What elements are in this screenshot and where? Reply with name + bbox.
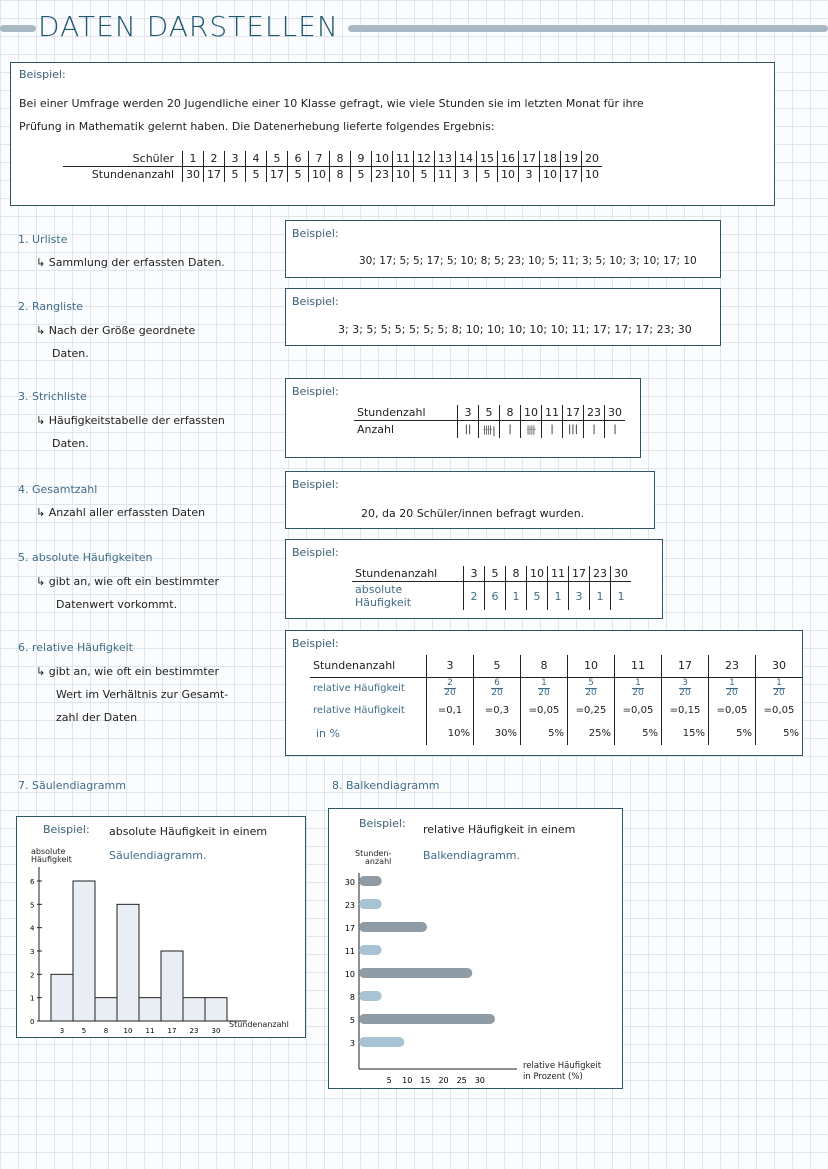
rel-row-label-percent: in % (316, 726, 340, 740)
rel-decimal-cell: =0,25 (568, 699, 615, 721)
y-tick-label: 5 (349, 1016, 355, 1025)
hours-cell: 5 (246, 167, 267, 183)
tally-mark-cell: || (458, 421, 479, 439)
column-bar (161, 951, 183, 1021)
rel-percent-cell: 25% (568, 721, 615, 745)
relative-frequency-table (310, 655, 802, 745)
rel-row-label-fraction: relative Häufigkeit (313, 682, 405, 694)
x-tick-label: 8 (103, 1027, 109, 1035)
student-cell: 16 (498, 151, 519, 167)
section-6-example-box (285, 630, 803, 756)
y-tick-label: 3 (349, 1039, 355, 1048)
abs-freq-cell: 3 (569, 582, 590, 611)
abs-value-cell: 23 (590, 566, 611, 582)
student-cell: 19 (561, 151, 582, 167)
student-cell: 6 (288, 151, 309, 167)
title-bar-right (348, 25, 828, 32)
fraction (773, 679, 784, 698)
fraction-numerator: 3 (679, 679, 690, 689)
section-5-example-box (285, 539, 663, 619)
student-cell: 12 (414, 151, 435, 167)
rel-percent-cell: 15% (662, 721, 709, 745)
abs-freq-cell: 1 (548, 582, 569, 611)
student-cell: 20 (582, 151, 603, 167)
row-label-hours: Stundenanzahl (91, 168, 174, 181)
hours-cell: 10 (309, 167, 330, 183)
x-tick-label: 30 (211, 1027, 221, 1035)
tally-mark-cell: 卌| (479, 421, 500, 439)
student-cell: 10 (372, 151, 393, 167)
fraction (444, 679, 455, 698)
tally-row-label-count: Anzahl (357, 423, 395, 436)
x-tick-label: 17 (167, 1027, 177, 1035)
rel-value-cell: 17 (662, 655, 709, 677)
x-tick-label: 5 (386, 1076, 392, 1085)
abs-value-cell: 5 (485, 566, 506, 582)
section-2-desc1: ↳ Nach der Größe geordnete (36, 324, 196, 337)
section-8-example-text2: Balkendiagramm. (423, 849, 521, 862)
abs-row-label-freq: absolute Häufigkeit (355, 583, 412, 609)
section-6-desc2: Wert im Verhältnis zur Gesamt- (56, 688, 229, 701)
section-1-example-box (285, 220, 721, 278)
hours-cell: 5 (351, 167, 372, 183)
fraction (538, 679, 549, 698)
column-chart-ylabel1: absolute (31, 847, 66, 856)
tally-value-cell: 10 (521, 405, 542, 421)
column-chart-ylabel2: Häufigkeit (31, 855, 72, 864)
tally-mark-cell: | (584, 421, 605, 439)
student-cell: 1 (183, 151, 204, 167)
fraction-numerator: 1 (726, 679, 737, 689)
hours-cell: 17 (204, 167, 225, 183)
tally-value-cell: 17 (563, 405, 584, 421)
hours-cell: 5 (225, 167, 246, 183)
intro-example-label: Beispiel: (19, 68, 66, 81)
horizontal-bar (359, 968, 472, 978)
x-tick-label: 20 (438, 1076, 449, 1085)
tally-mark-cell: | (500, 421, 521, 439)
section-7-example-box (16, 816, 306, 1038)
rel-decimal-cell: =0,15 (662, 699, 709, 721)
y-tick-label: 11 (344, 947, 355, 956)
section-5-example-label: Beispiel: (292, 546, 339, 559)
rel-fraction-cell (756, 677, 803, 699)
absolute-frequency-table (352, 566, 631, 610)
rel-fraction-cell (662, 677, 709, 699)
rel-fraction-cell (474, 677, 521, 699)
section-1-title: 1. Urliste (18, 233, 68, 246)
fraction-denominator: 20 (491, 687, 503, 698)
fraction (679, 679, 690, 698)
rel-percent-cell: 10% (427, 721, 474, 745)
row-label-students: Schüler (63, 151, 183, 167)
horizontal-bar (359, 899, 382, 909)
section-5-title: 5. absolute Häufigkeiten (18, 551, 153, 564)
tally-row-label-hours: Stundenzahl (354, 405, 458, 421)
y-tick-label: 4 (30, 924, 35, 933)
title-bar-left (0, 25, 36, 32)
fraction-denominator: 20 (773, 687, 785, 698)
section-7-example-text2: Säulendiagramm. (109, 849, 207, 862)
abs-freq-cell: 2 (464, 582, 485, 611)
tally-value-cell: 30 (605, 405, 626, 421)
abs-freq-cell: 1 (506, 582, 527, 611)
rel-value-cell: 3 (427, 655, 474, 677)
x-tick-label: 23 (189, 1027, 199, 1035)
column-bar (51, 974, 73, 1021)
fraction-numerator: 1 (538, 679, 549, 689)
column-bar (95, 998, 117, 1021)
abs-freq-cell: 5 (527, 582, 548, 611)
student-cell: 9 (351, 151, 372, 167)
column-chart (17, 817, 304, 1036)
y-tick-label: 8 (349, 993, 355, 1002)
y-tick-label: 30 (344, 878, 355, 887)
hours-cell: 5 (477, 167, 498, 183)
rel-value-cell: 5 (474, 655, 521, 677)
tally-mark-cell: | (542, 421, 563, 439)
hours-cell: 17 (561, 167, 582, 183)
section-8-example-text1: relative Häufigkeit in einem (423, 823, 576, 836)
rel-value-cell: 11 (615, 655, 662, 677)
rel-value-cell: 23 (709, 655, 756, 677)
rel-decimal-cell: =0,05 (615, 699, 662, 721)
rel-decimal-cell: =0,05 (709, 699, 756, 721)
hours-cell: 30 (183, 167, 204, 183)
student-cell: 18 (540, 151, 561, 167)
rel-row-label-decimal: relative Häufigkeit (313, 704, 405, 716)
fraction (632, 679, 643, 698)
intro-example-box (10, 62, 775, 206)
bar-chart-xlabel2: in Prozent (%) (523, 1072, 583, 1082)
section-3-desc1: ↳ Häufigkeitstabelle der erfassten (36, 414, 225, 427)
rel-percent-cell: 5% (709, 721, 756, 745)
rel-row-label-hours: Stundenanzahl (310, 655, 427, 677)
horizontal-bar (359, 991, 382, 1001)
section-8-example-label: Beispiel: (359, 817, 406, 830)
column-bar (183, 998, 205, 1021)
section-6-title: 6. relative Häufigkeit (18, 641, 133, 654)
x-tick-label: 10 (402, 1076, 413, 1085)
horizontal-bar (359, 1014, 495, 1024)
fraction (726, 679, 737, 698)
student-cell: 15 (477, 151, 498, 167)
student-cell: 2 (204, 151, 225, 167)
rel-decimal-cell: =0,05 (521, 699, 568, 721)
section-7-title: 7. Säulendiagramm (18, 779, 126, 792)
rel-fraction-cell (615, 677, 662, 699)
rel-percent-cell: 5% (521, 721, 568, 745)
rel-fraction-cell (709, 677, 756, 699)
section-1-desc: ↳ Sammlung der erfassten Daten. (36, 256, 225, 269)
intro-text-line2: Prüfung in Mathematik gelernt haben. Die Datenerhebung lieferte folgendes Ergebnis: (19, 120, 495, 133)
rel-percent-cell: 30% (474, 721, 521, 745)
section-8-title: 8. Balkendiagramm (332, 779, 440, 792)
tally-mark-cell: 卌 (521, 421, 542, 439)
tally-mark-cell: | (605, 421, 626, 439)
student-cell: 4 (246, 151, 267, 167)
student-cell: 13 (435, 151, 456, 167)
horizontal-bar (359, 876, 382, 886)
abs-freq-cell: 6 (485, 582, 506, 611)
fraction (585, 679, 596, 698)
hours-cell: 23 (372, 167, 393, 183)
column-bar (117, 904, 139, 1021)
fraction-numerator: 1 (773, 679, 784, 689)
tally-value-cell: 3 (458, 405, 479, 421)
section-4-desc: ↳ Anzahl aller erfassten Daten (36, 506, 206, 519)
abs-value-cell: 17 (569, 566, 590, 582)
horizontal-bar (359, 922, 427, 932)
abs-value-cell: 11 (548, 566, 569, 582)
column-bar (139, 998, 161, 1021)
abs-value-cell: 3 (464, 566, 485, 582)
y-tick-label: 0 (30, 1018, 35, 1026)
section-2-example-box (285, 288, 721, 346)
section-5-desc1: ↳ gibt an, wie oft ein bestimmter (36, 575, 219, 588)
rel-fraction-cell (521, 677, 568, 699)
fraction-numerator: 2 (444, 679, 455, 689)
fraction-denominator: 20 (726, 687, 738, 698)
student-cell: 3 (225, 151, 246, 167)
rel-value-cell: 10 (568, 655, 615, 677)
y-tick-label: 5 (30, 901, 35, 910)
hours-cell: 17 (267, 167, 288, 183)
hours-cell: 8 (330, 167, 351, 183)
fraction-denominator: 20 (538, 687, 550, 698)
fraction (491, 679, 502, 698)
x-tick-label: 30 (474, 1076, 485, 1085)
intro-data-table (63, 151, 602, 182)
column-bar (205, 998, 227, 1021)
hours-cell: 10 (498, 167, 519, 183)
student-cell: 17 (519, 151, 540, 167)
bar-chart-xlabel1: relative Häufigkeit (523, 1061, 602, 1071)
section-2-example-label: Beispiel: (292, 295, 339, 308)
fraction-denominator: 20 (444, 687, 456, 698)
fraction-denominator: 20 (585, 687, 597, 698)
fraction-denominator: 20 (679, 687, 691, 698)
rel-fraction-cell (427, 677, 474, 699)
section-5-desc2: Datenwert vorkommt. (56, 598, 178, 611)
section-1-example-label: Beispiel: (292, 227, 339, 240)
hours-cell: 5 (414, 167, 435, 183)
y-tick-label: 6 (30, 878, 35, 886)
x-tick-label: 25 (456, 1076, 467, 1085)
x-tick-label: 11 (145, 1027, 155, 1035)
hours-cell: 3 (456, 167, 477, 183)
bar-chart-ylabel2: anzahl (365, 857, 392, 866)
rel-decimal-cell: =0,3 (474, 699, 521, 721)
section-4-example-box (285, 471, 655, 529)
section-4-example-text: 20, da 20 Schüler/innen befragt wurden. (361, 507, 585, 520)
abs-freq-cell: 1 (611, 582, 632, 611)
tally-mark-cell: ||| (563, 421, 584, 439)
hours-cell: 5 (288, 167, 309, 183)
page-title: DATEN DARSTELLEN (38, 10, 339, 43)
column-bar (73, 881, 95, 1021)
fraction-numerator: 6 (491, 679, 502, 689)
section-4-example-label: Beispiel: (292, 478, 339, 491)
section-6-desc1: ↳ gibt an, wie oft ein bestimmter (36, 665, 219, 678)
rel-decimal-cell: =0,05 (756, 699, 803, 721)
hours-cell: 10 (393, 167, 414, 183)
section-6-example-label: Beispiel: (292, 637, 339, 650)
section-3-desc2: Daten. (52, 437, 89, 450)
y-tick-label: 10 (344, 970, 355, 979)
section-2-desc2: Daten. (52, 347, 89, 360)
section-8-example-box (328, 808, 623, 1089)
section-2-title: 2. Rangliste (18, 300, 84, 313)
section-4-title: 4. Gesamtzahl (18, 483, 98, 496)
tally-value-cell: 8 (500, 405, 521, 421)
hours-cell: 11 (435, 167, 456, 183)
student-cell: 11 (393, 151, 414, 167)
tally-value-cell: 23 (584, 405, 605, 421)
hours-cell: 10 (582, 167, 603, 183)
x-tick-label: 3 (59, 1027, 65, 1035)
intro-text-line1: Bei einer Umfrage werden 20 Jugendliche einer 10 Klasse gefragt, wie viele Stunden sie im letzten Monat für ihre (19, 97, 644, 110)
rel-percent-cell: 5% (615, 721, 662, 745)
fraction-numerator: 1 (632, 679, 643, 689)
fraction-denominator: 20 (632, 687, 644, 698)
horizontal-bar (359, 945, 382, 955)
section-3-example-box (285, 378, 641, 458)
section-6-desc3: zahl der Daten (56, 711, 138, 724)
rel-percent-cell: 5% (756, 721, 803, 745)
student-cell: 8 (330, 151, 351, 167)
horizontal-bar (359, 1037, 404, 1047)
rel-fraction-cell (568, 677, 615, 699)
tally-table (354, 405, 625, 438)
y-tick-label: 17 (344, 924, 355, 933)
bar-chart (329, 809, 621, 1087)
abs-value-cell: 8 (506, 566, 527, 582)
tally-value-cell: 11 (542, 405, 563, 421)
abs-freq-cell: 1 (590, 582, 611, 611)
bar-chart-ylabel1: Stunden- (355, 849, 392, 858)
student-cell: 14 (456, 151, 477, 167)
hours-cell: 10 (540, 167, 561, 183)
rel-value-cell: 8 (521, 655, 568, 677)
abs-value-cell: 10 (527, 566, 548, 582)
x-tick-label: 15 (420, 1076, 431, 1085)
y-tick-label: 23 (344, 901, 355, 910)
rel-decimal-cell: =0,1 (427, 699, 474, 721)
student-cell: 5 (267, 151, 288, 167)
section-3-title: 3. Strichliste (18, 390, 87, 403)
x-tick-label: 10 (123, 1027, 133, 1035)
y-tick-label: 2 (30, 971, 35, 980)
section-7-example-text1: absolute Häufigkeit in einem (109, 825, 268, 838)
rel-value-cell: 30 (756, 655, 803, 677)
fraction-numerator: 5 (585, 679, 596, 689)
y-tick-label: 3 (30, 948, 35, 956)
tally-value-cell: 5 (479, 405, 500, 421)
section-3-example-label: Beispiel: (292, 385, 339, 398)
abs-value-cell: 30 (611, 566, 632, 582)
abs-row-label-hours: Stundenanzahl (352, 566, 464, 582)
section-2-example-text: 3; 3; 5; 5; 5; 5; 5; 5; 8; 10; 10; 10; 10; 10; 11; 17; 17; 17; 23; 30 (338, 323, 692, 336)
section-1-example-text: 30; 17; 5; 5; 17; 5; 10; 8; 5; 23; 10; 5; 11; 3; 5; 10; 3; 10; 17; 10 (359, 255, 697, 267)
column-chart-xlabel: Stundenanzahl (229, 1020, 289, 1029)
hours-cell: 3 (519, 167, 540, 183)
y-tick-label: 1 (30, 994, 35, 1003)
student-cell: 7 (309, 151, 330, 167)
section-7-example-label: Beispiel: (43, 823, 90, 836)
x-tick-label: 5 (81, 1027, 87, 1035)
